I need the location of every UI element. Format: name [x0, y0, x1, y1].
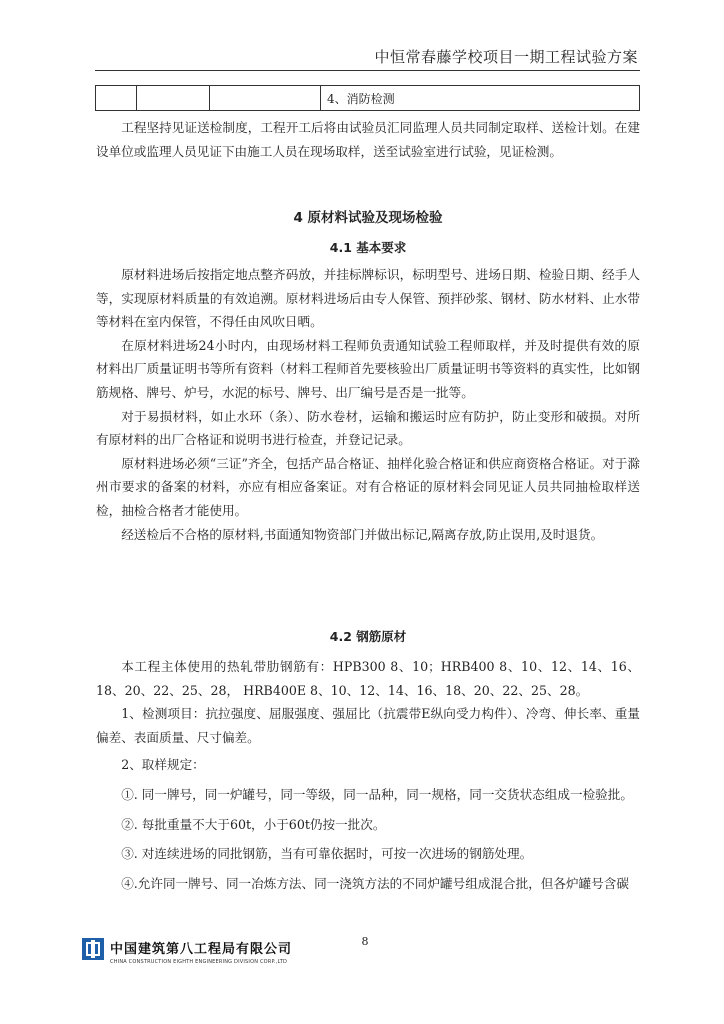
table-cell [210, 86, 321, 111]
section-title: 4 原材料试验及现场检验 [293, 210, 443, 226]
table-fragment [95, 85, 640, 111]
subsection-title: 4.1 基本要求 [329, 240, 407, 255]
subsection-4-2-body [96, 655, 640, 895]
subsection-title: 4.2 钢筋原材 [329, 629, 407, 644]
table-cell [137, 86, 210, 111]
paragraph: 经送检后不合格的原材料,书面通知物资部门并做出标记,隔离存放,防止误用,及时退货。 [121, 526, 604, 542]
paragraph: 工程坚持见证送检制度，工程开工后将由试验员汇同监理人员共同制定取样、送检计划。在建设单位或监理人员见证下由施工人员在现场取样，送至试验室进行试验，见证检测。 [96, 120, 640, 159]
list-item: ④.允许同一牌号、同一冶炼方法、同一浇筑方法的不同炉罐号组成混合批，但各炉罐号含碳 [121, 875, 629, 891]
intro-block [96, 116, 640, 163]
table-cell: 4、消防检测 [321, 86, 640, 111]
paragraph: 2、取样规定： [121, 757, 205, 773]
subsection-4-1-body [96, 263, 640, 546]
list-item: ③. 对连续进场的同批钢筋，当有可靠依据时，可按一次进场的钢筋处理。 [121, 846, 533, 862]
page-header-title: 中恒常春藤学校项目一期工程试验方案 [374, 48, 638, 66]
table-cell [96, 86, 137, 111]
page-number: 8 [361, 935, 369, 948]
table-row [96, 86, 640, 111]
paragraph: 对于易损材料，如止水环（条）、防水卷材，运输和搬运时应有防护，防止变形和破损。对所有原材料的出厂合格证和说明书进行检查，并登记记录。 [96, 408, 640, 448]
paragraph: 在原材料进场24小时内，由现场材料工程师负责通知试验工程师取样，并及时提供有效的原材料出厂质量证明书等所有资料（材料工程师首先要核验出厂质量证明书等资料的真实性，比如钢筋规格、牌号、炉号，水泥的标号、牌号、出厂编号是否是一批等。 [96, 337, 640, 400]
cscec-logo-icon [82, 938, 104, 960]
paragraph: 原材料进场必须“三证”齐全，包括产品合格证、抽样化验合格证和供应商资格合格证。对于滁州市要求的备案的材料，亦应有相应备案证。对有合格证的原材料会同见证人员共同抽检取样送检，抽检合格者才能使用。 [96, 455, 640, 518]
company-name-cn: 中国建筑第八工程局有限公司 [110, 942, 293, 957]
header-rule [95, 70, 640, 71]
paragraph: 本工程主体使用的热轧带肋钢筋有：HPB300 8、10；HRB400 8、10、12、14、16、18、20、22、25、28， HRB400E 8、10、12、14、16、18、20、22、25、28。 [96, 659, 640, 698]
company-logo [82, 938, 292, 965]
list-item: ①. 同一牌号，同一炉罐号，同一等级，同一品种，同一规格，同一交货状态组成一检验批。 [121, 786, 633, 802]
paragraph: 原材料进场后按指定地点整齐码放，并挂标牌标识，标明型号、进场日期、检验日期、经手人等，实现原材料质量的有效追溯。原材料进场后由专人保管、预拌砂浆、钢材、防水材料、止水带等材料在室内保管，不得任由风吹日晒。 [96, 267, 640, 330]
company-name-en: CHINA CONSTRUCTION EIGHTH ENGINEERING DIVISION CORP.,LTD [110, 959, 288, 965]
list-item: ②. 每批重量不大于60t，小于60t仍按一批次。 [121, 816, 386, 832]
paragraph: 1、检测项目：抗拉强度、屈服强度、强屈比（抗震带E纵向受力构件）、冷弯、伸长率、重量偏差、表面质量、尺寸偏差。 [96, 706, 640, 745]
